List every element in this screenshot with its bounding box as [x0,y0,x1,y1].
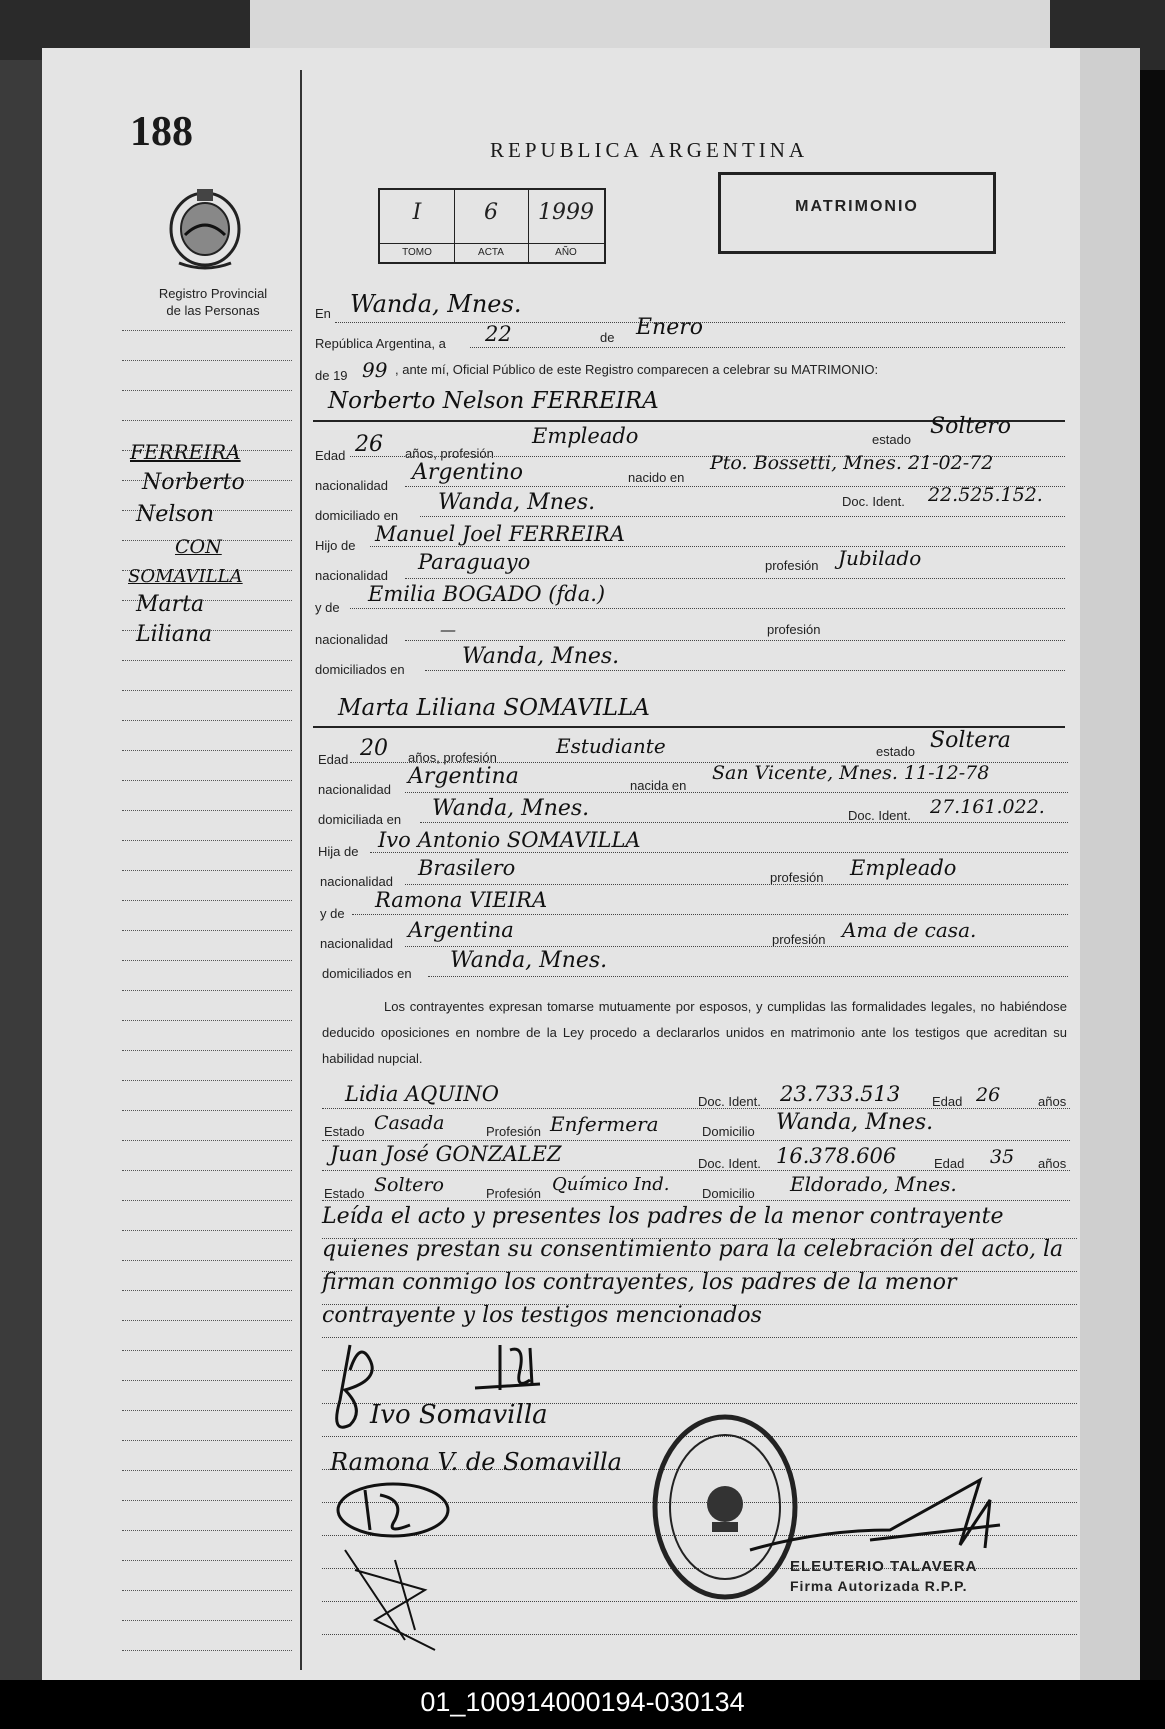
groom-row8-line [425,670,1065,671]
margin-bride-middle-name: Liliana [136,622,213,647]
witness-1-line-b [322,1140,1070,1141]
left-edge [0,60,42,1680]
father-signature: Ivo Somavilla [370,1400,548,1430]
bride-full-name: Marta Liliana SOMAVILLA [338,695,650,721]
witness-2-line [322,1170,1070,1171]
note-ruled-line [322,1238,1077,1239]
margin-ruled-line [122,870,292,871]
margin-ruled-line [122,810,292,811]
witness-2-residence: Eldorado, Mnes. [790,1172,957,1196]
witness-2-dom-label: Domicilio [702,1186,755,1201]
tomo-cell [380,190,455,262]
witness-1-edad-label: Edad [932,1094,963,1109]
witness-1-estado-label: Estado [324,1124,365,1139]
bride-doc-number: 27.161.022. [930,796,1045,818]
groom-mother-nationality: — [440,620,456,639]
margin-groom-surname: FERREIRA [130,440,241,464]
bride-father-nac-label: nacionalidad [320,874,394,889]
republic-label: República Argentina, a [315,336,446,351]
groom-father-prof-label: profesión [765,558,819,573]
margin-ruled-line [122,1230,292,1231]
ceremony-month: Enero [636,315,704,340]
margin-ruled-line [122,1500,292,1501]
witness-2-anos-label: años [1038,1156,1067,1171]
bride-mother-name: Ramona VIEIRA [375,888,548,912]
margin-ruled-line [122,900,292,901]
margin-ruled-line [122,750,292,751]
acta-value: 6 [484,200,498,225]
ceremony-day: 22 [485,322,512,346]
margin-con: CON [175,536,222,558]
bride-estado-label: estado [876,744,916,759]
declaration-text: Los contrayentes expresan tomarse mutuamente por esposos, y cumplidas las formalidades legales, no habiéndose deducido oposiciones en nombre de la Ley procedo a declararlos unidos en matrimonio ante los testigos que acreditan su habilidad nupcial. [322,999,1067,1066]
groom-mother-name: Emilia BOGADO (fda.) [368,582,606,606]
de-label: de [600,330,615,345]
margin-ruled-line [122,1650,292,1651]
groom-row6-line [350,608,1065,609]
bride-father-profession: Empleado [850,856,957,880]
margin-ruled-line [122,1560,292,1561]
bride-mother-nac-label: nacionalidad [320,936,394,951]
note-ruled-line [322,1370,1077,1371]
groom-age: 26 [355,432,383,457]
bride-row8-line [428,976,1068,977]
bride-residence: Wanda, Mnes. [432,796,590,821]
official-name: ELEUTERIO TALAVERA [790,1558,978,1575]
groom-father-nationality: Paraguayo [418,550,531,574]
official-title: Firma Autorizada R.P.P. [790,1578,968,1594]
witness-signatures-icon [335,1480,465,1660]
note-ruled-line [322,1337,1077,1338]
margin-ruled-line [122,1080,292,1081]
witness-2-prof-label: Profesión [486,1186,541,1201]
groom-profession: Empleado [532,424,639,448]
groom-row4-line [370,546,1065,547]
bride-doc-label: Doc. Ident. [848,808,911,823]
bride-row4-line [370,852,1068,853]
margin-ruled-line [122,930,292,931]
margin-ruled-line [122,1320,292,1321]
bride-row7-line [405,946,1068,947]
bride-parents-residence: Wanda, Mnes. [450,948,608,973]
ceremony-year: 99 [362,358,388,382]
bride-hija-label: Hija de [318,844,359,859]
bride-row2-line [405,792,1068,793]
bride-mother-profession: Ama de casa. [842,918,977,942]
groom-edad-label: Edad [315,448,346,463]
margin-ruled-line [122,1170,292,1171]
witness-2-name: Juan José GONZALEZ [330,1142,562,1166]
bride-father-name: Ivo Antonio SOMAVILLA [378,828,641,852]
groom-hijo-label: Hijo de [315,538,356,553]
intro-text: , ante mí, Oficial Público de este Registro comparecen a celebrar su MATRIMONIO: [395,362,879,377]
bride-father-prof-label: profesión [770,870,824,885]
margin-ruled-line [122,1290,292,1291]
margin-ruled-line [122,360,292,361]
witness-2-edad-label: Edad [934,1156,965,1171]
margin-bride-first-name: Marta [136,592,205,617]
witness-1-name: Lidia AQUINO [345,1082,499,1106]
bride-doms-label: domiciliados en [322,966,412,981]
witness-1-residence: Wanda, Mnes. [776,1110,934,1135]
groom-row5-line [405,578,1065,579]
witness-2-doc: 16.378.606 [776,1144,897,1168]
bride-mother-nationality: Argentina [408,918,514,942]
margin-ruled-line [122,990,292,991]
bride-civil-status: Soltera [930,728,1011,753]
margin-ruled-line [122,390,292,391]
margin-ruled-line [122,1440,292,1441]
groom-doc-label: Doc. Ident. [842,494,905,509]
bride-nacida-label: nacida en [630,778,687,793]
groom-mother-prof-label: profesión [767,622,821,637]
witness-2-profession: Químico Ind. [552,1174,670,1195]
witness-1-civil-status: Casada [374,1112,445,1134]
groom-dom-label: domiciliado en [315,508,399,523]
margin-groom-first-name: Norberto [142,470,245,495]
coat-of-arms-icon [165,185,245,270]
margin-ruled-line [122,1410,292,1411]
margin-ruled-line [122,660,292,661]
bride-nac-label: nacionalidad [318,782,392,797]
groom-nationality: Argentino [412,460,523,485]
margin-ruled-line [122,420,292,421]
margin-ruled-line [122,690,292,691]
groom-father-name: Manuel Joel FERREIRA [375,522,625,546]
groom-nac-label: nacionalidad [315,478,389,493]
groom-doc-number: 22.525.152. [928,484,1043,506]
tomo-label: TOMO [380,243,454,262]
official-signature-icon [740,1470,1040,1560]
groom-row3-line [420,516,1065,517]
mother-signature: Ramona V. de Somavilla [330,1448,622,1476]
registry-name: Registro Provincial de las Personas [158,286,268,318]
groom-estado-label: estado [872,432,912,447]
witness-2-civil-status: Soltero [374,1174,444,1196]
bride-row6-line [352,914,1068,915]
record-reference-box [378,188,606,264]
margin-ruled-line [122,1470,292,1471]
bride-edad-label: Edad [318,752,349,767]
bride-dom-label: domiciliada en [318,812,402,827]
tomo-value: I [412,200,422,225]
margin-ruled-line [122,1590,292,1591]
margin-ruled-line [122,1530,292,1531]
groom-row7-line [405,640,1065,641]
bride-age: 20 [360,736,388,761]
bride-row3-line [420,822,1068,823]
groom-doms-label: domiciliados en [315,662,405,677]
bride-nationality: Argentina [408,764,519,789]
margin-ruled-line [122,960,292,961]
year-prefix: de 19 [315,368,348,383]
witness-1-line [322,1108,1070,1109]
margin-ruled-line [122,1260,292,1261]
acta-cell [454,190,529,262]
margin-ruled-line [122,1140,292,1141]
margin-ruled-line [122,1380,292,1381]
margin-ruled-line [122,1110,292,1111]
bride-birthplace: San Vicente, Mnes. 11-12-78 [712,762,990,784]
groom-residence: Wanda, Mnes. [438,490,596,515]
date-line [470,347,1065,348]
groom-full-name: Norberto Nelson FERREIRA [328,388,659,414]
bride-profesion-label: años, profesión [408,750,497,765]
witness-2-age: 35 [990,1146,1015,1168]
margin-ruled-line [122,840,292,841]
groom-mother-nac-label: nacionalidad [315,632,389,647]
groom-civil-status: Soltero [930,414,1011,439]
note-ruled-line [322,1271,1077,1272]
bride-signature-icon [470,1340,550,1400]
margin-groom-middle-name: Nelson [136,502,215,527]
margin-ruled-line [122,1620,292,1621]
witness-1-dom-label: Domicilio [702,1124,755,1139]
underlying-page [250,0,1050,48]
record-type: MATRIMONIO [795,198,919,215]
groom-yde-label: y de [315,600,340,615]
groom-father-profession: Jubilado [838,546,922,570]
handwritten-note: Leída el acto y presentes los padres de la menor contrayente quienes prestan su consentimiento para la celebración del acto, la firman conmigo los contrayentes, los padres de la menor contrayente y los testigos mencionados [322,1204,1064,1328]
image-filename: 01_100914000194-030134 [420,1687,745,1717]
margin-ruled-line [122,1200,292,1201]
groom-birthplace: Pto. Bossetti, Mnes. 21-02-72 [710,452,994,474]
groom-parents-residence: Wanda, Mnes. [462,644,620,669]
margin-ruled-line [122,1020,292,1021]
note-ruled-line [322,1304,1077,1305]
groom-father-nac-label: nacionalidad [315,568,389,583]
ceremony-place: Wanda, Mnes. [350,290,522,318]
witness-1-age: 26 [976,1084,1001,1106]
page-number: 188 [130,109,193,155]
page-gutter [1080,48,1140,1680]
witness-1-prof-label: Profesión [486,1124,541,1139]
en-label: En [315,306,331,321]
margin-ruled-line [122,330,292,331]
bride-profession: Estudiante [556,734,666,758]
margin-ruled-line [122,1050,292,1051]
ano-cell [528,190,604,262]
document-title: REPUBLICA ARGENTINA [490,138,809,162]
bride-father-nationality: Brasilero [418,856,516,880]
witness-2-estado-label: Estado [324,1186,365,1201]
ano-value: 1999 [538,200,594,225]
bride-row5-line [405,884,1068,885]
witness-1-profession: Enfermera [550,1112,659,1136]
witness-2-doc-label: Doc. Ident. [698,1156,761,1171]
groom-nacido-label: nacido en [628,470,685,485]
margin-ruled-line [122,780,292,781]
bride-mother-prof-label: profesión [772,932,826,947]
ano-label: AÑO [528,243,604,262]
bride-yde-label: y de [320,906,345,921]
acta-label: ACTA [454,243,528,262]
witness-1-anos-label: años [1038,1094,1067,1109]
margin-ruled-line [122,1350,292,1351]
witness-1-doc: 23.733.513 [780,1082,901,1106]
groom-profesion-label: años, profesión [405,446,494,461]
margin-ruled-line [122,720,292,721]
margin-bride-surname: SOMAVILLA [128,566,243,587]
witness-1-doc-label: Doc. Ident. [698,1094,761,1109]
